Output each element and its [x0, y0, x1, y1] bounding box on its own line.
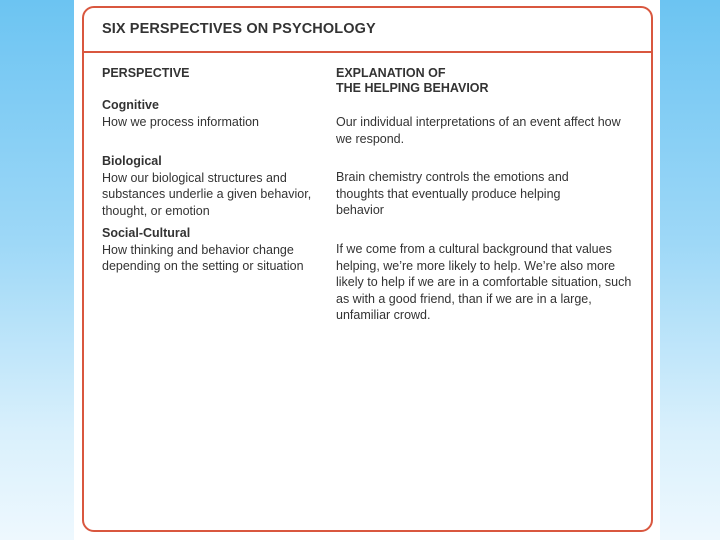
- perspective-name: Social-Cultural: [102, 226, 191, 240]
- title-rule: [84, 51, 651, 53]
- perspective-name: Biological: [102, 154, 162, 168]
- table-row-social-cultural-explanation: If we come from a cultural background that values helping, we’re more likely to help. We’re also more likely to help if we are in a comfortable situation, such as with a good friend, than if we are in a large, unfamiliar crowd.: [336, 242, 632, 322]
- table-row-biological-perspective: [102, 153, 324, 219]
- table-title: SIX PERSPECTIVES ON PSYCHOLOGY: [102, 21, 376, 37]
- table-row-social-cultural-perspective: [102, 225, 324, 275]
- perspective-description: How our biological structures and substances underlie a given behavior, thought, or emotion: [102, 170, 312, 218]
- column-header-explanation-line2: THE HELPING BEHAVIOR: [336, 81, 489, 95]
- column-header-explanation: [336, 66, 489, 96]
- table-row-biological-explanation: Brain chemistry controls the emotions and thoughts that eventually produce helping behavior: [336, 170, 569, 217]
- table-row-cognitive-explanation: Our individual interpretations of an event affect how we respond.: [336, 115, 621, 146]
- table-row-cognitive-perspective: [102, 97, 322, 130]
- perspectives-table-card: [82, 6, 653, 532]
- column-header-perspective: PERSPECTIVE: [102, 66, 190, 80]
- slide: [74, 0, 660, 540]
- perspective-name: Cognitive: [102, 98, 159, 112]
- column-header-explanation-line1: EXPLANATION OF: [336, 66, 446, 80]
- perspective-description: How we process information: [102, 114, 260, 129]
- perspective-description: How thinking and behavior change depending on the setting or situation: [102, 242, 304, 273]
